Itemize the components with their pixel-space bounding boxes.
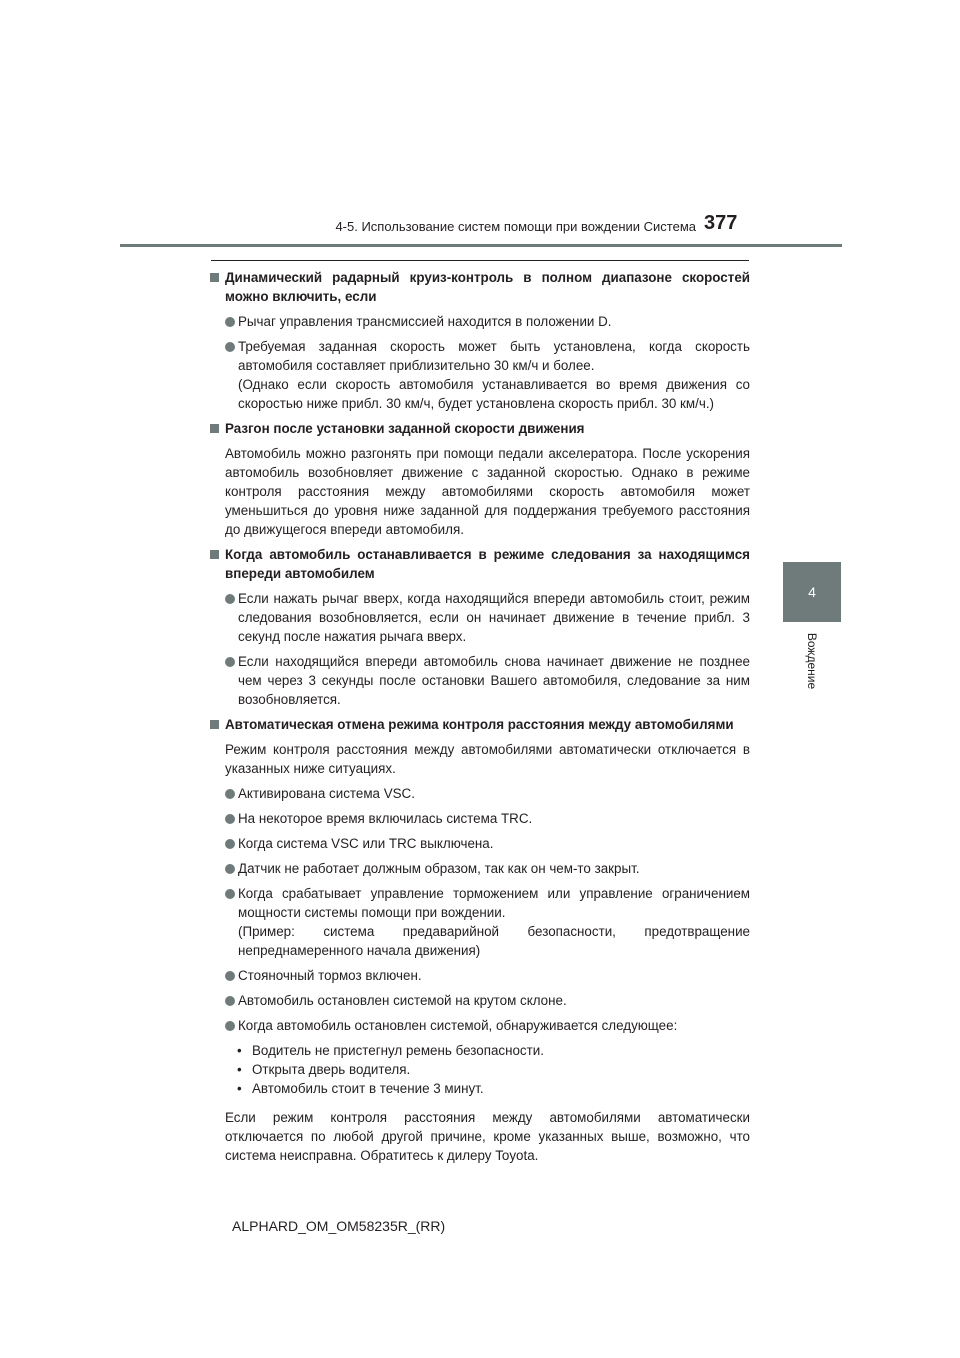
sub-list-item-text: Открыта дверь водителя.: [252, 1062, 411, 1077]
list-item-text: Автомобиль остановлен системой на крутом склоне.: [238, 993, 567, 1008]
list-item-text: Когда автомобиль остановлен системой, обнаруживается следующее:: [238, 1018, 678, 1033]
list-item: [210, 337, 750, 413]
section-heading: [210, 268, 750, 306]
list-item: [210, 859, 750, 878]
list-item-note: (Однако если скорость автомобиля устанавливается во время движения со скоростью ниже прибл. 30 км/ч, будет установлена скорость прибл. 30 км/ч.): [238, 377, 750, 411]
list-item-text: Когда система VSC или TRC выключена.: [238, 836, 494, 851]
chapter-tab-label-text: Вождение: [805, 632, 819, 690]
list-item-text: Датчик не работает должным образом, так как он чем-то закрыт.: [238, 861, 640, 876]
list-item: [210, 312, 750, 331]
paragraph: Если режим контроля расстояния между автомобилями автоматически отключается по любой другой причине, кроме указанных выше, возможно, что система неисправна. Обратитесь к дилеру Toyota.: [225, 1110, 750, 1163]
circle-bullet-icon: [225, 889, 235, 899]
circle-bullet-icon: [225, 594, 235, 604]
list-item-text: Активирована система VSC.: [238, 786, 415, 801]
chapter-tab-number: 4: [808, 584, 816, 600]
paragraph: Режим контроля расстояния между автомобилями автоматически отключается в указанных ниже ситуациях.: [225, 742, 750, 776]
list-item: [210, 784, 750, 803]
chapter-tab-label: [790, 628, 834, 692]
sub-list-item: [210, 1041, 750, 1060]
circle-bullet-icon: [225, 657, 235, 667]
list-item-note: (Пример: система предаварийной безопасности, предотвращение непреднамеренного начала движения): [238, 924, 750, 958]
dot-marker: •: [237, 1062, 242, 1077]
section-heading: [210, 545, 750, 583]
square-bullet-icon: [210, 424, 219, 433]
square-bullet-icon: [210, 273, 219, 282]
page-content: [210, 268, 750, 1171]
list-item: [210, 809, 750, 828]
dot-marker: •: [237, 1043, 242, 1058]
list-item-text: Требуемая заданная скорость может быть установлена, когда скорость автомобиля составляет приблизительно 30 км/ч и более.: [238, 339, 750, 373]
circle-bullet-icon: [225, 839, 235, 849]
list-item: [210, 966, 750, 985]
sub-list: [210, 1041, 750, 1098]
section-heading: [210, 419, 750, 438]
square-bullet-icon: [210, 550, 219, 559]
sub-list-item: [210, 1060, 750, 1079]
list-item-text: Рычаг управления трансмиссией находится в положении D.: [238, 314, 612, 329]
list-item-text: Если находящийся впереди автомобиль снова начинает движение не позднее чем через 3 секунды после остановки Вашего автомобиля, следование за ним возобновляется.: [238, 654, 750, 707]
sub-list-item-text: Водитель не пристегнул ремень безопасности.: [252, 1043, 544, 1058]
section-heading: [210, 715, 750, 734]
circle-bullet-icon: [225, 814, 235, 824]
list-item: [210, 589, 750, 646]
circle-bullet-icon: [225, 789, 235, 799]
list-item-text: На некоторое время включилась система TRC.: [238, 811, 533, 826]
circle-bullet-icon: [225, 1021, 235, 1031]
circle-bullet-icon: [225, 864, 235, 874]
list-item: [210, 1016, 750, 1035]
list-item-text: Стояночный тормоз включен.: [238, 968, 422, 983]
paragraph: Автомобиль можно разгонять при помощи педали акселератора. После ускорения автомобиль возобновляет движение с заданной скоростью. Однако в режиме контроля расстояния между автомобилями скорость автомобиля может уменьшиться до уровня ниже заданной для поддержания требуемого расстояния до движущегося впереди автомобиля.: [225, 446, 750, 537]
chapter-title: 4-5. Использование систем помощи при вождении Система: [335, 219, 696, 234]
circle-bullet-icon: [225, 996, 235, 1006]
list-item: [210, 884, 750, 960]
section-heading-text: Когда автомобиль останавливается в режиме следования за находящимся впереди автомобилем: [225, 547, 750, 581]
list-item-text: Когда срабатывает управление торможением или управление ограничением мощности системы помощи при вождении.: [238, 886, 750, 920]
circle-bullet-icon: [225, 342, 235, 352]
section-heading-text: Динамический радарный круиз-контроль в полном диапазоне скоростей можно включить, если: [225, 270, 750, 304]
circle-bullet-icon: [225, 317, 235, 327]
page-number: 377: [704, 212, 738, 234]
section-heading-text: Автоматическая отмена режима контроля расстояния между автомобилями: [225, 717, 734, 732]
circle-bullet-icon: [225, 971, 235, 981]
list-item-text: Если нажать рычаг вверх, когда находящийся впереди автомобиль стоит, режим следования возобновляется, если он начинает движение в течение прибл. 3 секунд после нажатия рычага вверх.: [238, 591, 750, 644]
header-divider: [120, 244, 842, 247]
page-header: [0, 0, 960, 250]
list-item: [210, 652, 750, 709]
list-item: [210, 834, 750, 853]
section-heading-text: Разгон после установки заданной скорости движения: [225, 421, 585, 436]
list-item: [210, 991, 750, 1010]
chapter-tab[interactable]: [783, 562, 841, 622]
content-divider: [211, 260, 749, 261]
dot-marker: •: [237, 1081, 242, 1096]
sub-list-item: [210, 1079, 750, 1098]
square-bullet-icon: [210, 720, 219, 729]
document-code: ALPHARD_OM_OM58235R_(RR): [232, 1218, 446, 1234]
sub-list-item-text: Автомобиль стоит в течение 3 минут.: [252, 1081, 484, 1096]
